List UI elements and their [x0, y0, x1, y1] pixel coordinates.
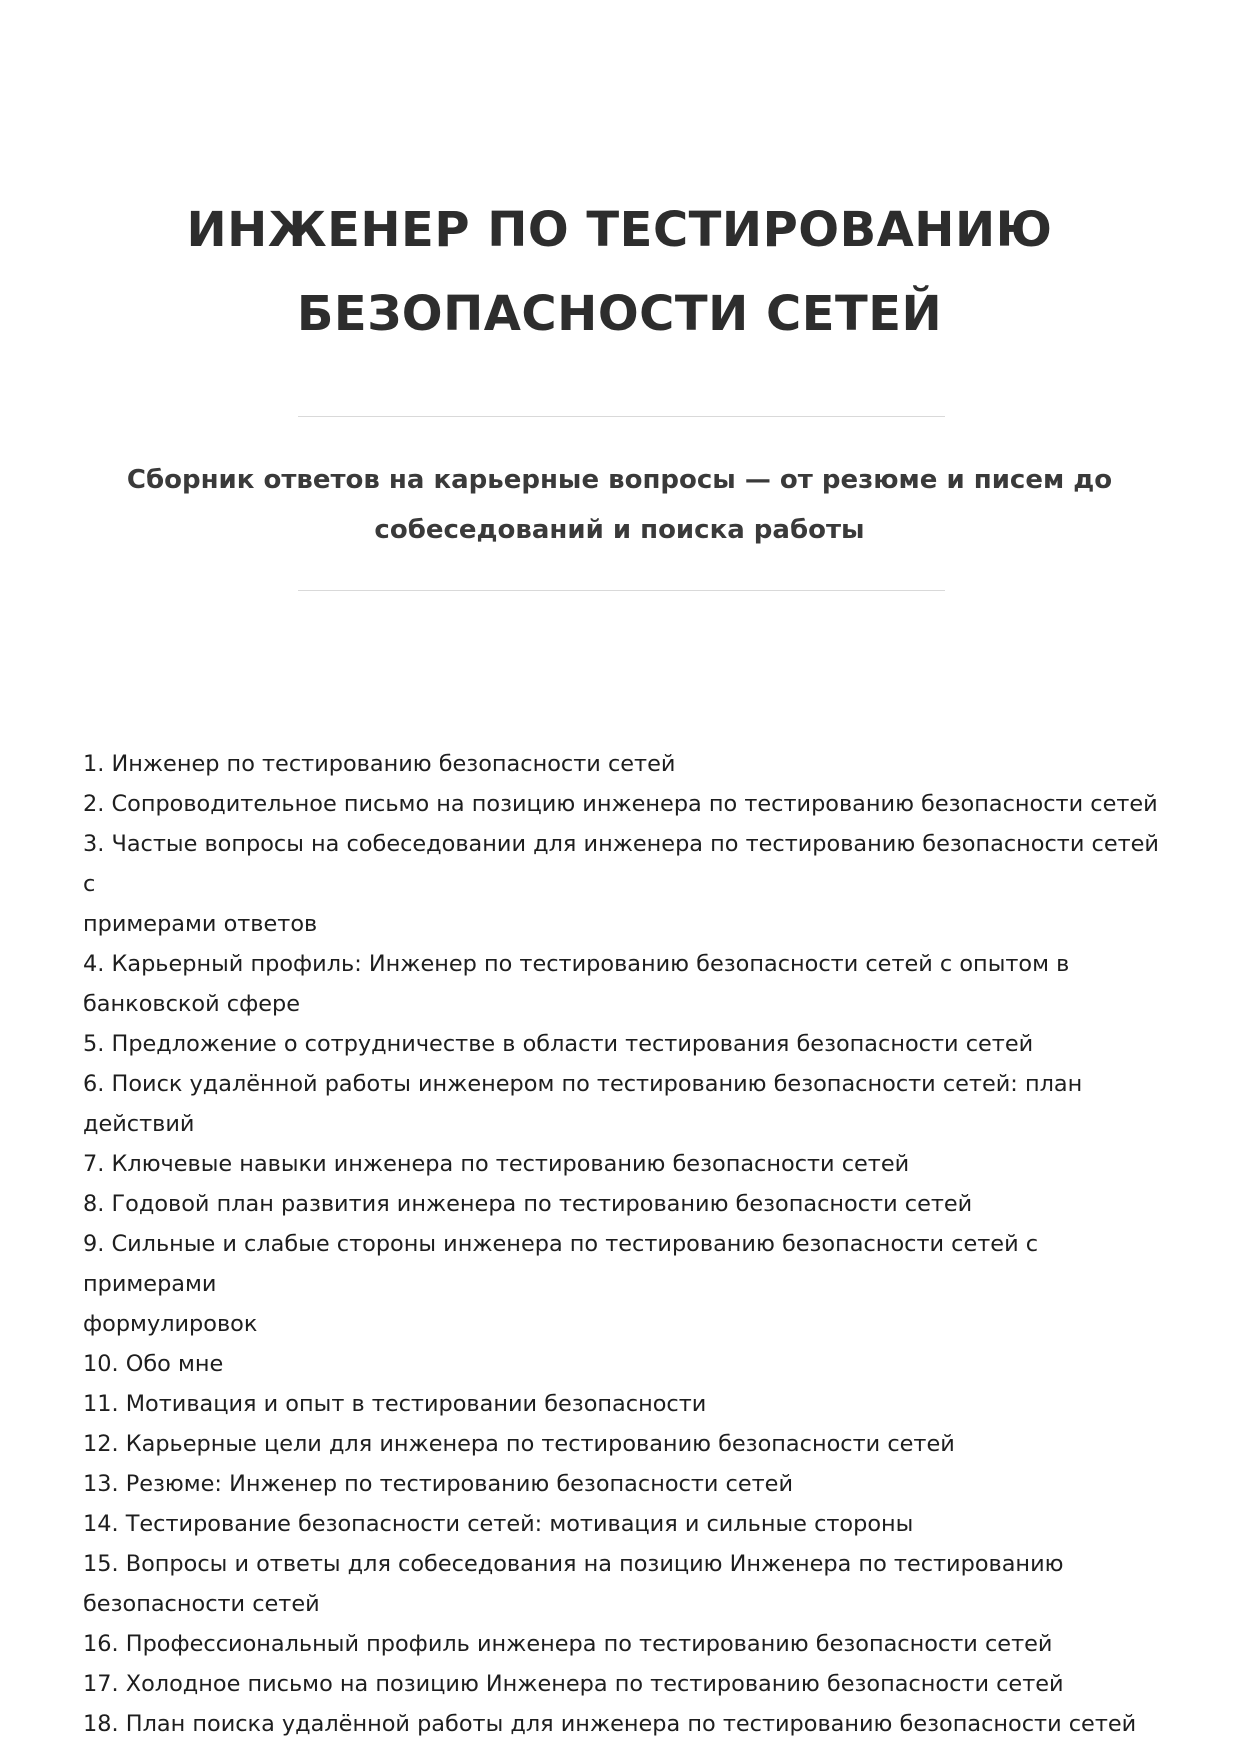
title-line-1: ИНЖЕНЕР ПО ТЕСТИРОВАНИЮ: [186, 202, 1053, 258]
toc-item-line: формулировок: [83, 1311, 258, 1337]
toc-item-line: 2. Сопроводительное письмо на позицию инженера по тестированию безопасности сетей: [83, 791, 1158, 817]
subtitle-line-2: собеседований и поиска работы: [374, 515, 865, 545]
toc-item: [83, 824, 1168, 944]
toc-item: [83, 1064, 1168, 1144]
toc-item-line: 13. Резюме: Инженер по тестированию безопасности сетей: [83, 1471, 794, 1497]
toc-item: [83, 1544, 1168, 1624]
toc-item: [83, 1024, 1168, 1064]
toc-item-line: безопасности сетей: [83, 1591, 320, 1617]
toc-item: [83, 944, 1168, 1024]
toc-item-line: 15. Вопросы и ответы для собеседования на позицию Инженера по тестированию: [83, 1551, 1064, 1577]
toc-item-line: 14. Тестирование безопасности сетей: мотивация и сильные стороны: [83, 1511, 914, 1537]
toc-item: [83, 1344, 1168, 1384]
toc-item-line: 6. Поиск удалённой работы инженером по тестированию безопасности сетей: план: [83, 1071, 1083, 1097]
toc-item: [83, 1184, 1168, 1224]
toc-item-line: 18. План поиска удалённой работы для инженера по тестированию безопасности сетей: [83, 1711, 1137, 1737]
toc-item-line: 10. Обо мне: [83, 1351, 224, 1377]
toc-item-line: 1. Инженер по тестированию безопасности сетей: [83, 751, 676, 777]
toc-item: [83, 1384, 1168, 1424]
toc-item: [83, 1424, 1168, 1464]
toc-item-line: 9. Сильные и слабые стороны инженера по тестированию безопасности сетей с примерами: [83, 1231, 1039, 1297]
toc-item-line: примерами ответов: [83, 911, 318, 937]
toc-item: [83, 1624, 1168, 1664]
toc-item: [83, 1224, 1168, 1344]
toc-item-line: банковской сфере: [83, 991, 301, 1017]
toc-item: [83, 1664, 1168, 1704]
title-line-2: БЕЗОПАСНОСТИ СЕТЕЙ: [296, 286, 943, 342]
subtitle-line-1: Сборник ответов на карьерные вопросы — от резюме и писем до: [126, 465, 1113, 495]
toc-item-line: действий: [83, 1111, 195, 1137]
toc-item: [83, 1144, 1168, 1184]
toc-item-line: 11. Мотивация и опыт в тестировании безопасности: [83, 1391, 707, 1417]
toc-item-line: 12. Карьерные цели для инженера по тестированию безопасности сетей: [83, 1431, 955, 1457]
toc-item: [83, 1704, 1168, 1744]
toc-item-line: 8. Годовой план развития инженера по тестированию безопасности сетей: [83, 1191, 973, 1217]
toc-item: [83, 1504, 1168, 1544]
toc-item: [83, 1464, 1168, 1504]
toc-item-line: 3. Частые вопросы на собеседовании для инженера по тестированию безопасности сетей с: [83, 831, 1159, 897]
divider-top: [298, 416, 945, 417]
toc-item-line: 4. Карьерный профиль: Инженер по тестированию безопасности сетей с опытом в: [83, 951, 1070, 977]
toc-item: [83, 784, 1168, 824]
toc-item-line: 7. Ключевые навыки инженера по тестированию безопасности сетей: [83, 1151, 910, 1177]
page-title: [120, 188, 1119, 356]
toc-item-line: 5. Предложение о сотрудничестве в области тестирования безопасности сетей: [83, 1031, 1034, 1057]
toc-item-line: 16. Профессиональный профиль инженера по тестированию безопасности сетей: [83, 1631, 1053, 1657]
divider-bottom: [298, 590, 945, 591]
table-of-contents: [83, 744, 1168, 1744]
toc-item-line: 17. Холодное письмо на позицию Инженера по тестированию безопасности сетей: [83, 1671, 1064, 1697]
subtitle: [110, 455, 1129, 555]
toc-item: [83, 744, 1168, 784]
